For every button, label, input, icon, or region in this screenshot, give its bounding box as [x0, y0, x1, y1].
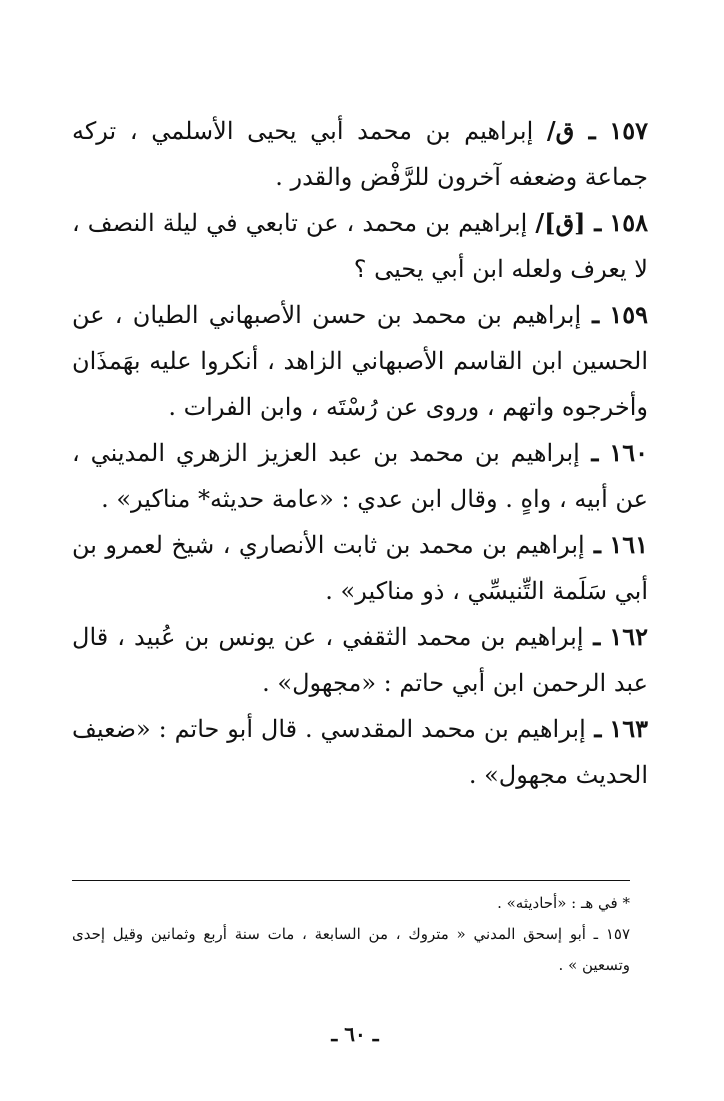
entry-157: ١٥٧ ـ ق/ إبراهيم بن محمد أبي يحيى الأسلمي ، تركه جماعة وضعفه آخرون للرَّفْض والقدر .: [72, 116, 648, 191]
entry-text: إبراهيم بن محمد ، عن تابعي في ليلة النصف ، لا يعرف ولعله ابن أبي يحيى ؟: [72, 209, 648, 283]
entry-text: إبراهيم بن محمد بن حسن الأصبهاني الطيان ، عن الحسين ابن القاسم الأصبهاني الزاهد ، أنكروا عليه بهَمذَان وأخرجوه واتهم ، وروى عن رُسْتَه ، وابن الفرات .: [72, 301, 648, 421]
entry-number: ١٥٩: [609, 300, 648, 329]
entry-marker: [ق]/: [535, 208, 586, 237]
entry-160: ١٦٠ ـ إبراهيم بن محمد بن عبد العزيز الزهري المديني ، عن أبيه ، واهٍ . وقال ابن عدي : «عامة حديثه* مناكير» .: [72, 438, 648, 513]
entry-number: ١٥٨: [609, 208, 648, 237]
entry-number: ١٦٠: [609, 438, 648, 467]
entry-158: ١٥٨ ـ [ق]/ إبراهيم بن محمد ، عن تابعي في ليلة النصف ، لا يعرف ولعله ابن أبي يحيى ؟: [72, 208, 648, 283]
entry-163: ١٦٣ ـ إبراهيم بن محمد المقدسي . قال أبو حاتم : «ضعيف الحديث مجهول» .: [72, 714, 648, 789]
entry-161: ١٦١ ـ إبراهيم بن محمد بن ثابت الأنصاري ، شيخ لعمرو بن أبي سَلَمة التِّنيسِّي ، ذو مناكير» .: [72, 530, 648, 605]
entry-text: إبراهيم بن محمد الثقفي ، عن يونس بن عُبيد ، قال عبد الرحمن ابن أبي حاتم : «مجهول» .: [72, 623, 648, 697]
entry-text: إبراهيم بن محمد المقدسي . قال أبو حاتم : «ضعيف الحديث مجهول» .: [72, 715, 648, 789]
page-number: ـ ٦٠ ـ: [331, 1022, 379, 1046]
entry-number: ١٦١: [609, 530, 648, 559]
entry-marker: ق/: [546, 116, 575, 145]
entry-number: ١٦٣: [609, 714, 648, 743]
main-text: [72, 108, 648, 798]
footnote-star: * في هـ : «أحاديثه» .: [497, 894, 630, 912]
entry-text: إبراهيم بن محمد أبي يحيى الأسلمي ، تركه جماعة وضعفه آخرون للرَّفْض والقدر .: [72, 117, 648, 191]
entry-number: ١٥٧: [609, 116, 648, 145]
entry-text: إبراهيم بن محمد بن عبد العزيز الزهري المديني ، عن أبيه ، واهٍ . وقال ابن عدي : «عامة حديثه* مناكير» .: [72, 439, 648, 513]
footnote-divider: [72, 880, 630, 881]
footnotes: [72, 888, 630, 981]
entry-number: ١٦٢: [609, 622, 648, 651]
footnote-157: ١٥٧ ـ أبو إسحق المدني « متروك ، من السابعة ، مات سنة أربع وثمانين وقيل إحدى وتسعين » .: [72, 925, 630, 974]
entry-162: ١٦٢ ـ إبراهيم بن محمد الثقفي ، عن يونس بن عُبيد ، قال عبد الرحمن ابن أبي حاتم : «مجهول» .: [72, 622, 648, 697]
entry-159: ١٥٩ ـ إبراهيم بن محمد بن حسن الأصبهاني الطيان ، عن الحسين ابن القاسم الأصبهاني الزاهد ، أنكروا عليه بهَمذَان وأخرجوه واتهم ، وروى عن رُسْتَه ، وابن الفرات .: [72, 300, 648, 421]
entry-text: إبراهيم بن محمد بن ثابت الأنصاري ، شيخ لعمرو بن أبي سَلَمة التِّنيسِّي ، ذو مناكير» .: [72, 531, 648, 605]
